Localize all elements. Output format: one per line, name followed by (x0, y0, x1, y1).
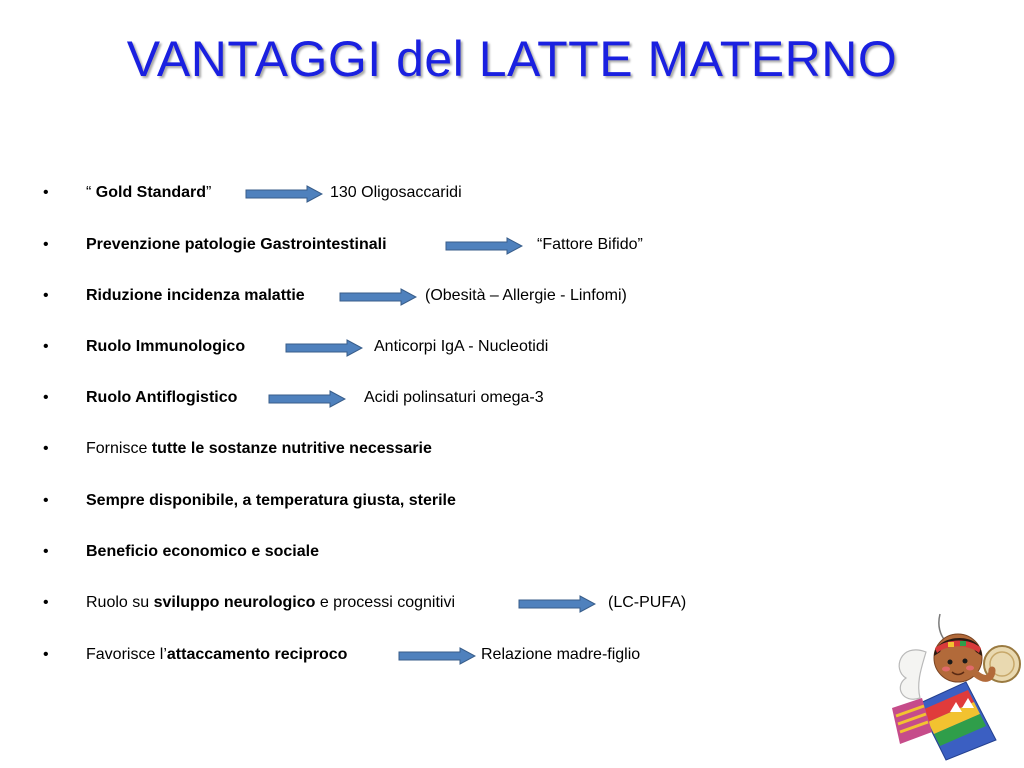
bullet-bold: Ruolo Immunologico (86, 338, 246, 355)
bullet-text (86, 181, 211, 205)
right-arrow-icon (268, 390, 346, 408)
bullet-pre: Ruolo su (86, 594, 154, 611)
bullet-text (86, 591, 455, 615)
bullet-icon: • (43, 594, 49, 611)
bullet-icon: • (43, 543, 49, 560)
bullet-bold: tutte le sostanze nutritive necessarie (151, 440, 432, 457)
bullet-icon: • (43, 236, 49, 253)
right-arrow-icon (245, 185, 323, 203)
slide-title: VANTAGGI del LATTE MATERNO (126, 31, 898, 87)
bullet-text (86, 233, 387, 257)
bullet-target: Relazione madre-figlio (481, 646, 641, 663)
bullet-target: Acidi polinsaturi omega-3 (364, 389, 544, 406)
bullet-bold: Riduzione incidenza malattie (86, 287, 305, 304)
bullet-icon: • (43, 492, 49, 509)
bullet-icon: • (43, 389, 49, 406)
bullet-icon: • (43, 338, 49, 355)
bullet-target: “Fattore Bifido” (537, 236, 643, 253)
bullet-pre: Fornisce (86, 440, 152, 457)
bullet-bold: Ruolo Antiflogistico (86, 389, 238, 406)
bullet-text (86, 643, 347, 667)
bullet-bold: Prevenzione patologie Gastrointestinali (86, 236, 387, 253)
bullet-bold: Beneficio economico e sociale (86, 543, 319, 560)
bullet-post: e processi cognitivi (315, 594, 455, 611)
bullet-target: 130 Oligosaccaridi (330, 184, 462, 201)
bullet-bold: sviluppo neurologico (153, 594, 316, 611)
bullet-bold: attaccamento reciproco (166, 646, 348, 663)
bullet-target: (LC-PUFA) (608, 594, 687, 611)
bullet-text (86, 284, 305, 308)
angel-mascot-illustration (888, 612, 1024, 762)
bullet-icon: • (43, 287, 49, 304)
bullet-text (86, 335, 245, 359)
bullet-target: Anticorpi IgA - Nucleotidi (374, 338, 549, 355)
right-arrow-icon (339, 288, 417, 306)
bullet-icon: • (43, 440, 49, 457)
bullet-text (86, 489, 456, 513)
bullet-icon: • (43, 184, 49, 201)
bullet-target: (Obesità – Allergie - Linfomi) (425, 287, 627, 304)
bullet-bold: Sempre disponibile, a temperatura giusta, sterile (86, 492, 456, 509)
bullet-text (86, 386, 237, 410)
right-arrow-icon (398, 647, 476, 665)
bullet-pre: “ (86, 184, 96, 201)
bullet-bold: Gold Standard (95, 184, 207, 201)
right-arrow-icon (285, 339, 363, 357)
right-arrow-icon (518, 595, 596, 613)
bullet-text (86, 540, 319, 564)
bullet-icon: • (43, 646, 49, 663)
right-arrow-icon (445, 237, 523, 255)
bullet-pre: Favorisce l’ (86, 646, 167, 663)
bullet-text (86, 437, 432, 461)
bullet-post: ” (206, 184, 212, 201)
